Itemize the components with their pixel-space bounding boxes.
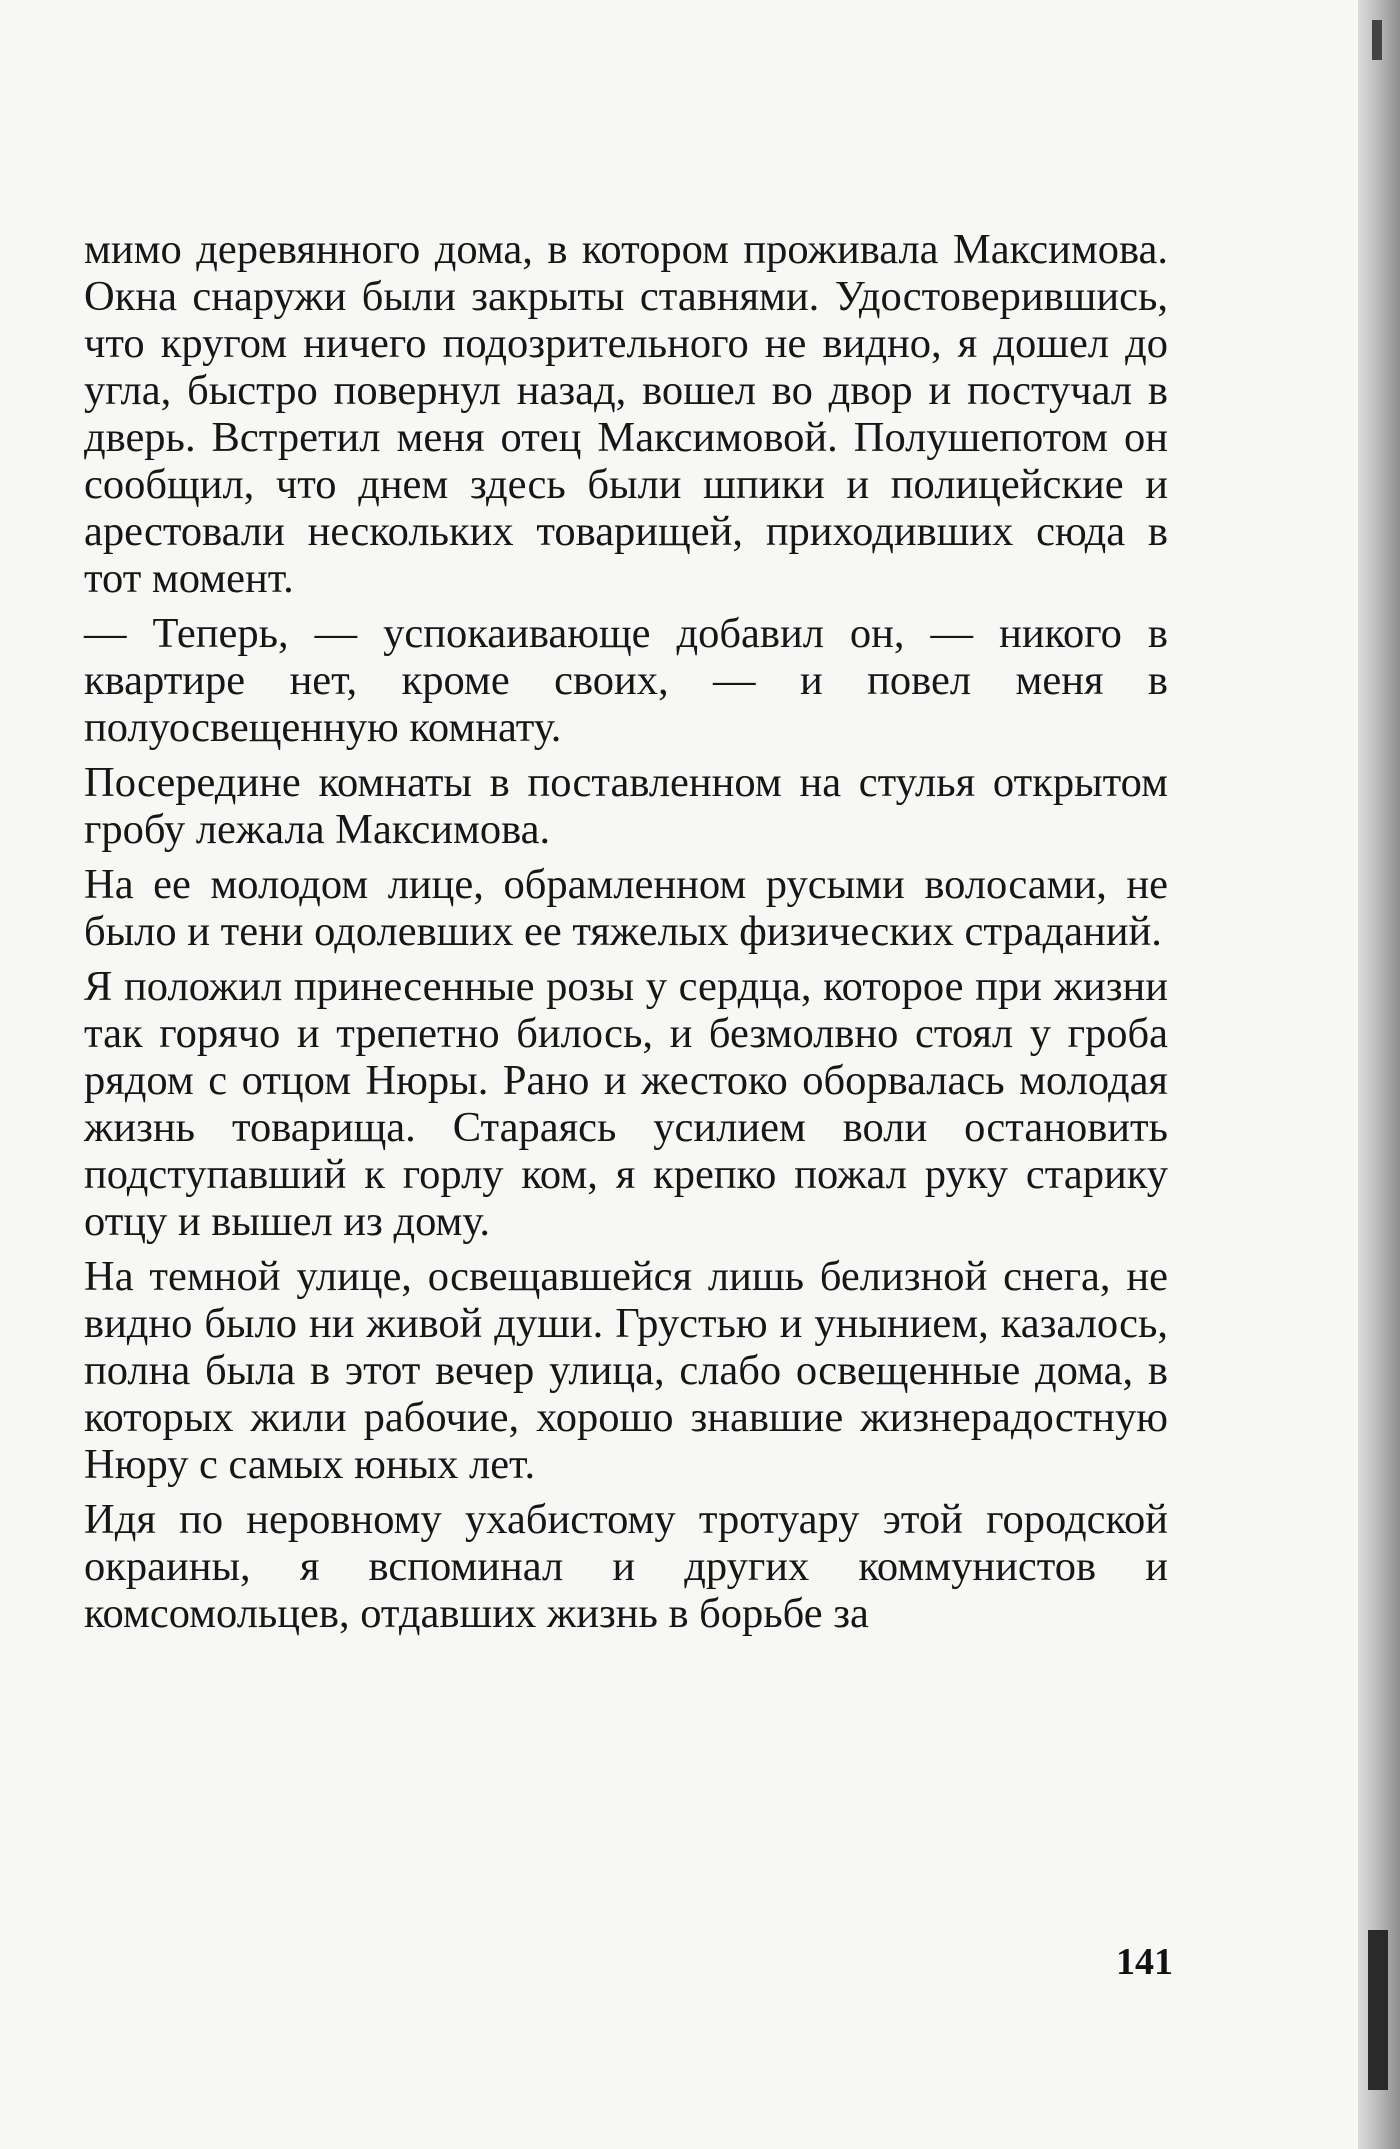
paragraph: Посередине комнаты в поставленном на стулья открытом гробу лежала Максимова. [84,759,1168,853]
paragraph: На темной улице, освещавшейся лишь белизной снега, не видно было ни живой души. Грустью и унынием, казалось, полна была в этот вечер улица, слабо освещенные дома, в которых жили рабочие, хорошо знавшие жизнерадостную Нюру с самых юных лет. [84,1253,1168,1488]
paragraph: На ее молодом лице, обрамленном русыми волосами, не было и тени одолевших ее тяжелых физических страданий. [84,861,1168,955]
body-text [84,226,1168,1645]
page-number: 141 [1116,1941,1173,1983]
paragraph: мимо деревянного дома, в котором проживала Максимова. Окна снаружи были закрыты ставнями. Удостоверившись, что кругом ничего подозрительного не видно, я дошел до угла, быстро повернул назад, вошел во двор и постучал в дверь. Встретил меня отец Максимовой. Полушепотом он сообщил, что днем здесь были шпики и полицейские и арестовали нескольких товарищей, приходивших сюда в тот момент. [84,226,1168,602]
paragraph: Я положил принесенные розы у сердца, которое при жизни так горячо и трепетно билось, и безмолвно стоял у гроба рядом с отцом Нюры. Рано и жестоко оборвалась молодая жизнь товарища. Стараясь усилием воли остановить подступавший к горлу ком, я крепко пожал руку старику отцу и вышел из дому. [84,963,1168,1245]
paragraph: — Теперь, — успокаивающе добавил он, — никого в квартире нет, кроме своих, — и повел меня в полуосвещенную комнату. [84,610,1168,751]
paragraph: Идя по неровному ухабистому тротуару этой городской окраины, я вспоминал и других коммунистов и комсомольцев, отдавших жизнь в борьбе за [84,1496,1168,1637]
page-edge-shadow [1358,0,1400,2149]
